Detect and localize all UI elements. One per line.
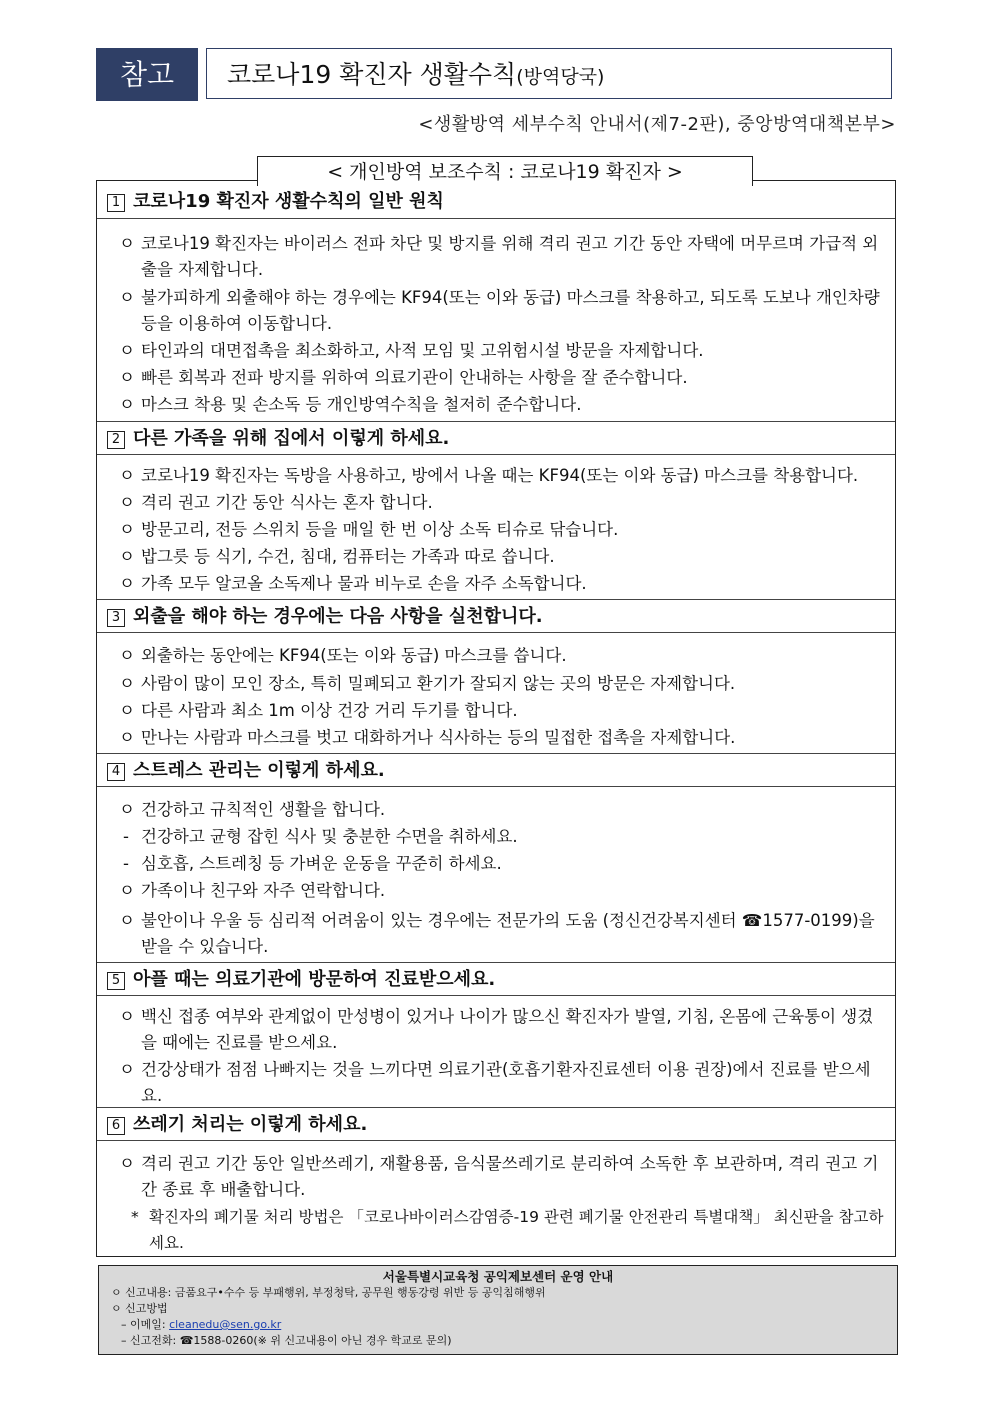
list-item: ㅇ 코로나19 확진자는 독방을 사용하고, 방에서 나올 때는 KF94(또는 이와 동급) 마스크를 착용합니다. [119, 466, 859, 485]
list-item: ㅇ 만나는 사람과 마스크를 벗고 대화하거나 식사하는 등의 밀접한 접촉을 자제합니다. [119, 728, 736, 747]
section-number: 3 [107, 609, 125, 627]
footer-email-line [99, 1317, 897, 1333]
list-item: ㅇ 다른 사람과 최소 1m 이상 건강 거리 두기를 합니다. [119, 701, 518, 720]
list-item: ㅇ 사람이 많이 모인 장소, 특히 밀폐되고 환기가 잘되지 않는 곳의 방문은 자제합니다. [119, 674, 736, 693]
section-heading [97, 1107, 895, 1141]
list-item: ㅇ 백신 접종 여부와 관계없이 만성병이 있거나 나이가 많으신 확진자가 발열, 기침, 온몸에 근육통이 생겼을 때에는 진료를 받으세요. [119, 1007, 874, 1052]
list-item: ㅇ 격리 권고 기간 동안 일반쓰레기, 재활용품, 음식물쓰레기로 분리하여 소독한 후 보관하며, 격리 권고 기간 종료 후 배출합니다. [119, 1154, 879, 1199]
guidelines-box [96, 180, 896, 1257]
reference-tag: 참고 [96, 48, 198, 101]
document-title [206, 48, 892, 99]
footer-report-method: ㅇ 신고방법 [111, 1302, 168, 1315]
section-title: 아플 때는 의료기관에 방문하여 진료받으세요. [133, 969, 496, 990]
list-item: ㅇ 불가피하게 외출해야 하는 경우에는 KF94(또는 이와 동급) 마스크를 착용하고, 되도록 도보나 개인차량 등을 이용하여 이동합니다. [119, 288, 880, 333]
footer-phone-line: – 신고전화: ☎1588-0260(※ 위 신고내용이 아닌 경우 학교로 문의) [121, 1334, 452, 1347]
footer-report-content: ㅇ 신고내용: 금품요구•수수 등 부패행위, 부정청탁, 공무원 행동강령 위반 등 공익침해행위 [111, 1286, 546, 1299]
list-item: ㅇ 격리 권고 기간 동안 식사는 혼자 합니다. [119, 493, 433, 512]
list-item: ㅇ 건강하고 규칙적인 생활을 합니다. [119, 800, 386, 819]
section-heading [97, 962, 895, 996]
list-item: * 확진자의 폐기물 처리 방법은 「코로나바이러스감염증-19 관련 폐기물 안전관리 특별대책」 최신판을 참고하세요. [131, 1208, 884, 1252]
list-item: ㅇ 타인과의 대면접촉을 최소화하고, 사적 모임 및 고위험시설 방문을 자제합니다. [119, 341, 704, 360]
list-item: - 건강하고 균형 잡힌 식사 및 충분한 수면을 취하세요. [123, 827, 518, 846]
list-item: ㅇ 불안이나 우울 등 심리적 어려움이 있는 경우에는 전문가의 도움 (정신건강복지센터 ☎1577-0199)을 받을 수 있습니다. [119, 911, 875, 956]
header [96, 48, 892, 101]
footer-title: 서울특별시교육청 공익제보센터 운영 안내 [382, 1269, 614, 1284]
section-title: 쓰레기 처리는 이렇게 하세요. [133, 1114, 368, 1135]
whistleblower-info-box [98, 1265, 898, 1355]
list-item: ㅇ 방문고리, 전등 스위치 등을 매일 한 번 이상 소독 티슈로 닦습니다. [119, 520, 619, 539]
title-suffix: (방역당국) [516, 66, 605, 88]
section-number: 4 [107, 763, 125, 781]
email-link[interactable]: cleanedu@sen.go.kr [169, 1318, 282, 1331]
list-item: ㅇ 가족 모두 알코올 소독제나 물과 비누로 손을 자주 소독합니다. [119, 574, 587, 593]
list-item: ㅇ 가족이나 친구와 자주 연락합니다. [119, 881, 386, 900]
list-item: ㅇ 코로나19 확진자는 바이러스 전파 차단 및 방지를 위해 격리 권고 기간 동안 자택에 머무르며 가급적 외출을 자제합니다. [119, 234, 879, 279]
section-heading [97, 753, 895, 787]
title-main: 코로나19 확진자 생활수칙 [227, 60, 517, 89]
list-item: ㅇ 밥그릇 등 식기, 수건, 침대, 컴퓨터는 가족과 따로 씁니다. [119, 547, 555, 566]
section-number: 2 [107, 431, 125, 449]
email-label: – 이메일: [121, 1318, 170, 1331]
list-item: ㅇ 빠른 회복과 전파 방지를 위하여 의료기관이 안내하는 사항을 잘 준수합니다. [119, 368, 688, 387]
list-item: - 심호흡, 스트레칭 등 가벼운 운동을 꾸준히 하세요. [123, 854, 502, 873]
section-title: 코로나19 확진자 생활수칙의 일반 원칙 [133, 191, 444, 212]
source-note: <생활방역 세부수칙 안내서(제7-2판), 중앙방역대책본부> [418, 114, 896, 135]
list-item: ㅇ 마스크 착용 및 손소독 등 개인방역수칙을 철저히 준수합니다. [119, 395, 582, 414]
section-heading [97, 185, 895, 219]
section-heading [97, 599, 895, 633]
section-banner: < 개인방역 보조수칙 : 코로나19 확진자 > [257, 156, 753, 186]
section-title: 다른 가족을 위해 집에서 이렇게 하세요. [133, 428, 450, 449]
section-heading [97, 421, 895, 455]
section-number: 1 [107, 194, 125, 212]
section-title: 외출을 해야 하는 경우에는 다음 사항을 실천합니다. [133, 606, 543, 627]
section-number: 5 [107, 972, 125, 990]
list-item: ㅇ 건강상태가 점점 나빠지는 것을 느끼다면 의료기관(호흡기환자진료센터 이용 권장)에서 진료를 받으세요. [119, 1060, 871, 1105]
list-item: ㅇ 외출하는 동안에는 KF94(또는 이와 동급) 마스크를 씁니다. [119, 646, 567, 665]
section-title: 스트레스 관리는 이렇게 하세요. [133, 760, 385, 781]
section-number: 6 [107, 1117, 125, 1135]
